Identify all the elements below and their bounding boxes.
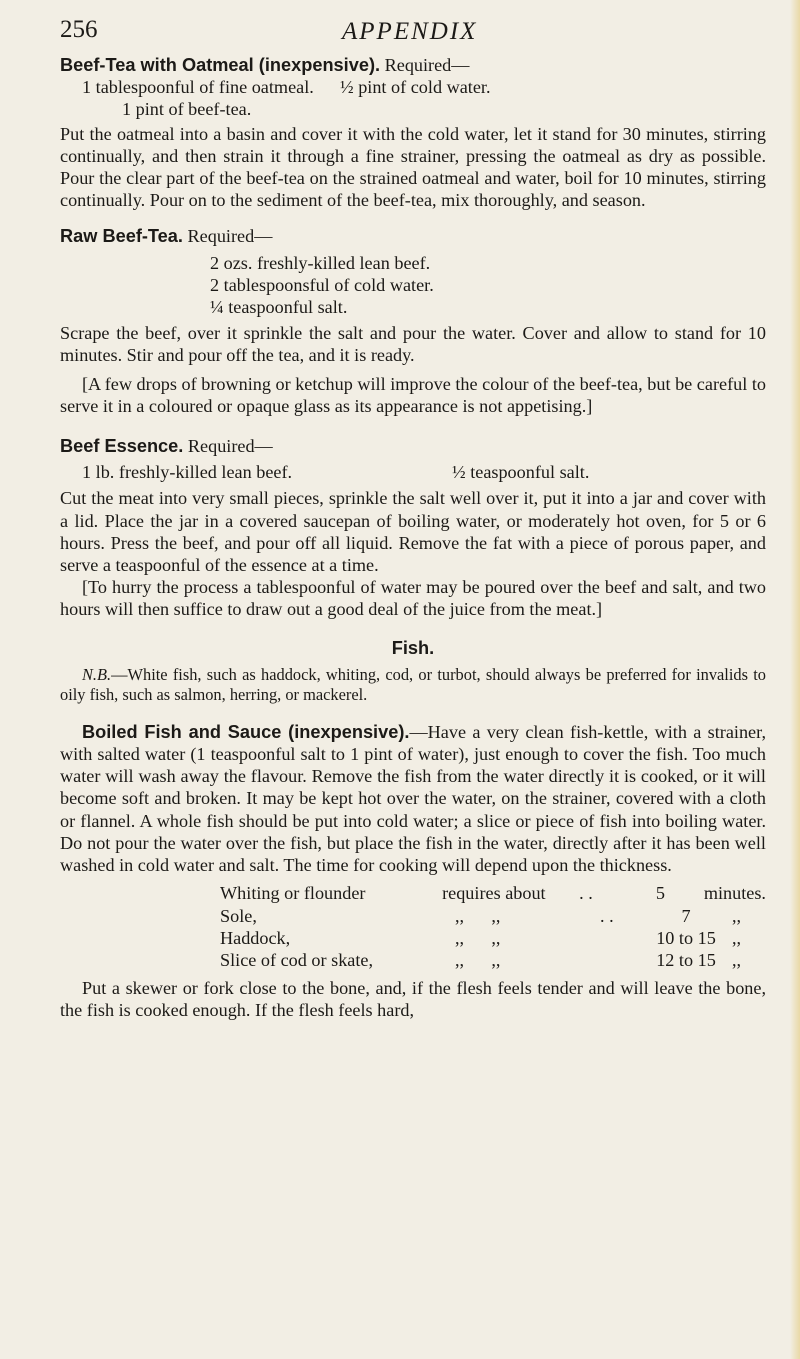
table-row: [220, 927, 766, 949]
table-row: [220, 882, 766, 904]
recipe-closing: Put a skewer or fork close to the bone, and, if the flesh feels tender and will leave the bone, the fish is cooked enough. If the flesh feels hard,: [60, 978, 766, 1021]
ingredient: 2 tablespoonsful of cold water.: [210, 274, 434, 295]
nb-text: —White fish, such as haddock, whiting, cod, or turbot, should always be preferred for invalids to oily fish, such as salmon, herring, or mackerel.: [60, 664, 766, 704]
page-number: 256: [60, 16, 98, 43]
table-row: [220, 949, 766, 971]
ingredient-row: [60, 98, 766, 120]
time-unit: ,,: [732, 927, 742, 948]
fish-name: Slice of cod or skate,: [220, 949, 374, 970]
recipe-method: —Have a very clean fish-kettle, with a strainer, with salted water (1 teaspoonful salt to 1 pint of water), just enough to cover the fish. Too much water will wash away the flavour. Remove the fish from the water directly it is cooked, or it will become soft and broken. It may be kept hot over the water, on the strainer, covered with a cloth or flannel. A whole fish should be put into cold water; a slice or piece of fish into boiling water. Do not pour the water over the fish, but place the fish in the water, directly after it has been well washed in cold water and salt. The time for cooking will depend upon the thickness.: [60, 721, 766, 876]
running-title: APPENDIX: [342, 18, 478, 45]
ingredient: 1 tablespoonful of fine oatmeal.: [82, 77, 314, 98]
section-title: Fish.: [391, 637, 435, 658]
required-label: Required—: [187, 226, 273, 247]
table-row: [220, 905, 766, 927]
ditto-marks: ,, ,,: [455, 905, 501, 926]
ditto-marks: ,, ,,: [455, 949, 501, 970]
ingredient-row: [60, 76, 766, 98]
fish-name: Sole,: [220, 905, 257, 926]
time-unit: ,,: [732, 905, 742, 926]
recipe-method: Scrape the beef, over it sprinkle the salt and pour the water. Cover and allow to stand for 10 minutes. Stir and pour off the tea, and it is ready.: [60, 323, 766, 366]
page-header: [60, 12, 766, 54]
ingredient: ¼ teaspoonful salt.: [210, 297, 348, 318]
recipe-heading: Beef-Tea with Oatmeal (inexpensive).: [60, 55, 381, 75]
required-label: Required—: [384, 55, 470, 75]
cooking-minutes: 12 to 15: [656, 949, 716, 970]
recipe-method: Cut the meat into very small pieces, sprinkle the salt well over it, put it into a jar and cover with a lid. Place the jar in a covered saucepan of boiling water, or moderately hot oven, for 5 or 6 hours. Press the beef, and pour off all liquid. Remove the fat with a piece of porous paper, and serve a teaspoonful of the essence at a time.: [60, 488, 766, 576]
cooking-times-table: [220, 882, 766, 971]
recipe-heading: Beef Essence.: [60, 436, 184, 457]
cooking-minutes: 10 to 15: [656, 927, 716, 948]
ingredient-row: [60, 461, 766, 483]
time-unit: ,,: [732, 949, 742, 970]
leader-dots: . .: [579, 883, 593, 904]
ingredient: 2 ozs. freshly-killed lean beef.: [210, 252, 431, 273]
ingredient: ½ teaspoonful salt.: [452, 462, 590, 483]
ditto-marks: ,, ,,: [455, 927, 501, 948]
recipe-title-line: [60, 54, 766, 76]
recipe-title-line: [60, 225, 766, 247]
fish-name: Whiting or flounder: [220, 883, 366, 904]
recipe-method: Put the oatmeal into a basin and cover it with the cold water, let it stand for 30 minutes, stirring continually, and then strain it through a fine strainer, pressing the oatmeal as dry as possible. Pour the clear part of the beef-tea on the strained oatmeal and water, boil for 10 minutes, stirring continually. Pour on to the sediment of the beef-tea, mix thoroughly, and season.: [60, 123, 766, 211]
recipe-note: [To hurry the process a tablespoonful of water may be poured over the beef and salt, and two hours will then suffice to draw out a good deal of the juice from the meat.]: [60, 577, 766, 620]
fish-note: [60, 665, 766, 705]
cooking-minutes: 7: [681, 905, 691, 926]
leader-dots: [600, 949, 640, 971]
ingredient: ½ pint of cold water.: [340, 77, 491, 98]
recipe-title-line: [60, 435, 766, 457]
recipe-heading: Boiled Fish and Sauce (inexpensive).: [82, 721, 410, 742]
ingredient: 1 pint of beef-tea.: [122, 99, 252, 120]
ingredient-list: [60, 252, 766, 319]
time-unit: minutes.: [703, 883, 766, 904]
leader-dots: [600, 927, 640, 949]
recipe-note: [A few drops of browning or ketchup will improve the colour of the beef-tea, but be careful to serve it in a coloured or opaque glass as its appearance is not appetising.]: [60, 373, 766, 416]
leader-dots: . .: [600, 905, 614, 926]
recipe-heading: Raw Beef-Tea.: [60, 226, 183, 247]
required-label: Required—: [187, 436, 273, 457]
cooking-minutes: 5: [655, 883, 665, 904]
requires-text: requires about: [442, 883, 546, 904]
fish-name: Haddock,: [220, 927, 291, 948]
page-edge: [790, 0, 800, 1359]
ingredient: 1 lb. freshly-killed lean beef.: [82, 462, 293, 483]
nb-label: N.B.: [82, 664, 112, 684]
recipe-paragraph: [60, 721, 766, 876]
